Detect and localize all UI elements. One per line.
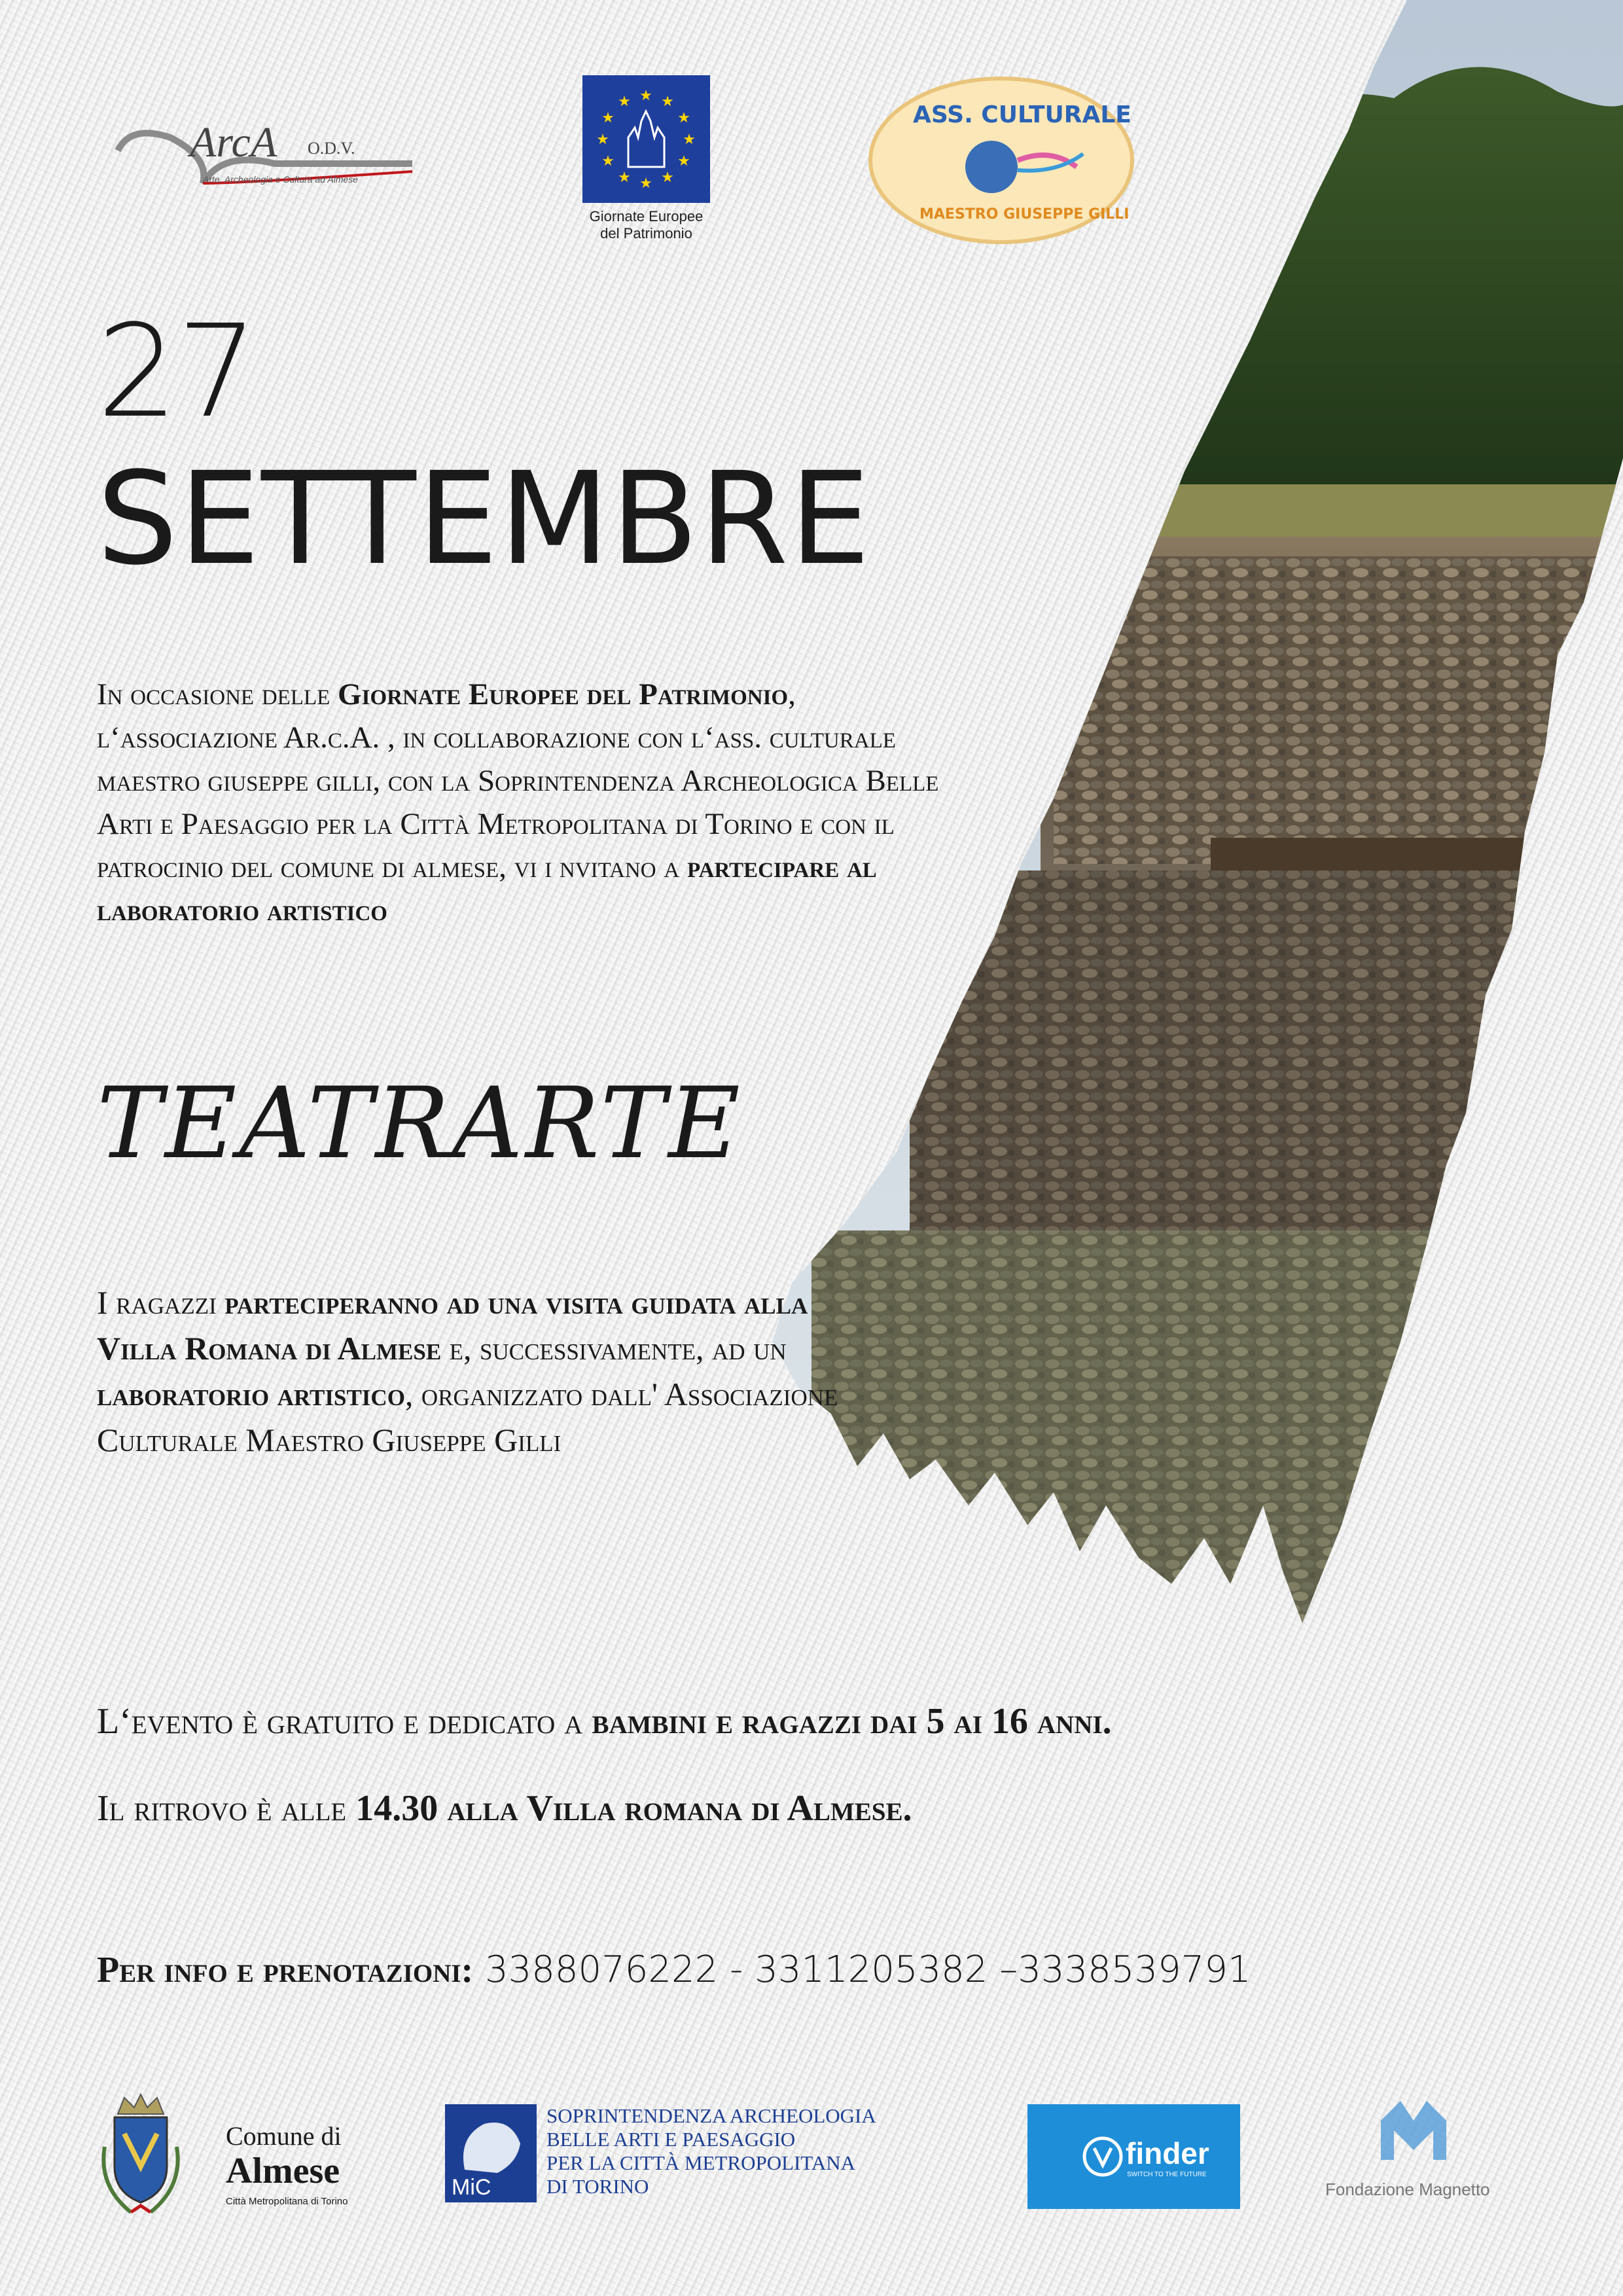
svg-text:★: ★: [639, 175, 652, 192]
event-day: 27: [97, 297, 257, 446]
sopr-line2: BELLE ARTI E PAESAGGIO: [546, 2128, 796, 2151]
event-month: SETTEMBRE: [97, 444, 872, 593]
soprintendenza-logo: [445, 2104, 936, 2202]
sopr-line4: DI TORINO: [546, 2175, 649, 2198]
fondazione-magnetto-logo: [1319, 2094, 1508, 2212]
intro-bold-2: partecipare al laboratorio artistico: [97, 850, 877, 927]
svg-text:★: ★: [601, 110, 615, 126]
almese-line1: Comune di: [226, 2121, 342, 2151]
sopr-line1: SOPRINTENDENZA ARCHEOLOGIA: [546, 2104, 876, 2127]
event-title: TEATRARTE: [97, 1067, 743, 1181]
finder-tagline: SWITCH TO THE FUTURE: [1127, 2171, 1207, 2178]
almese-line3: Città Metropolitana di Torino: [226, 2196, 348, 2207]
svg-text:★: ★: [601, 153, 615, 170]
svg-text:★: ★: [683, 132, 696, 148]
svg-text:★: ★: [677, 153, 690, 170]
giornate-europee-logo: [582, 75, 710, 249]
magnetto-mark-icon: [1374, 2094, 1453, 2166]
desc-text-2: e, successivamente, ad un: [441, 1330, 787, 1367]
finder-name: finder: [1126, 2136, 1209, 2170]
info-phones: 3388076222 - 3311205382 –3338539791: [473, 1948, 1251, 1991]
event-free-line: [97, 1698, 1537, 1744]
event-line2-text: Il ritrovo è alle: [97, 1788, 356, 1829]
comune-almese-logo: [98, 2088, 380, 2219]
desc-text-1: I ragazzi: [97, 1284, 225, 1321]
event-line1-bold: bambini e ragazzi dai 5 ai 16 anni.: [592, 1701, 1112, 1742]
arca-suffix: O.D.V.: [308, 139, 355, 158]
sopr-line3: PER LA CITTÀ METROPOLITANA: [546, 2151, 855, 2174]
mic-mark-icon: [445, 2104, 537, 2202]
svg-text:★: ★: [596, 132, 609, 148]
event-meeting-line: [97, 1785, 1537, 1831]
arca-tagline: Arte, Archeologia e Cultura ad Almese: [203, 174, 359, 185]
event-line1-text: L‘evento è gratuito e dedicato a: [97, 1701, 592, 1742]
eu-flag-icon: [582, 75, 710, 203]
maestro-gilli-logo: [867, 75, 1135, 245]
desc-bold-2: laboratorio artistico: [97, 1376, 405, 1412]
intro-bold-1: Giornate Europee del Patrimonio: [338, 677, 789, 711]
info-label: Per info e prenotazioni:: [97, 1950, 474, 1990]
magnetto-name: Fondazione Magnetto: [1325, 2179, 1490, 2199]
finder-emblem-icon: [1080, 2134, 1126, 2179]
almese-crest-icon: [98, 2088, 183, 2219]
svg-text:★: ★: [639, 88, 652, 104]
svg-text:★: ★: [677, 110, 690, 126]
description-paragraph: [97, 1280, 856, 1463]
intro-text-1: In occasione delle: [97, 677, 338, 711]
arca-logo: [111, 111, 419, 196]
svg-text:★: ★: [661, 94, 674, 110]
mic-text: MiC: [452, 2175, 491, 2200]
intro-text-2: , l‘associazione Ar.c.A. , in collaborazione con l‘ass. culturale maestro giuseppe gilli, con la Soprintendenza Archeologica Belle Arti e Paesaggio per la Città Metropolitana di Torino e con il patrocinio del comune di almese, vi i nvitano a: [97, 677, 939, 884]
svg-text:★: ★: [618, 170, 631, 186]
desc-bold-1: parteciperanno ad una visita guidata alla Villa Romana di Almese: [97, 1284, 808, 1367]
info-line: [97, 1947, 1537, 1993]
svg-text:★: ★: [661, 170, 674, 186]
gilli-top-text: ASS. CULTURALE: [913, 101, 1132, 128]
finder-logo: [1027, 2104, 1240, 2209]
intro-paragraph: [97, 673, 961, 932]
event-line2-bold: 14.30 alla Villa romana di Almese.: [355, 1788, 912, 1829]
almese-line2: Almese: [226, 2151, 340, 2191]
arca-mark: ArcA: [190, 118, 277, 166]
ejp-caption-1: Giornate Europee: [589, 208, 704, 224]
desc-text-3: , organizzato dall' Associazione Culturale Maestro Giuseppe Gilli: [97, 1376, 838, 1458]
gilli-bottom-text: MAESTRO GIUSEPPE GILLI: [919, 206, 1130, 223]
svg-text:★: ★: [618, 94, 631, 110]
ejp-caption-2: del Patrimonio: [600, 225, 692, 242]
